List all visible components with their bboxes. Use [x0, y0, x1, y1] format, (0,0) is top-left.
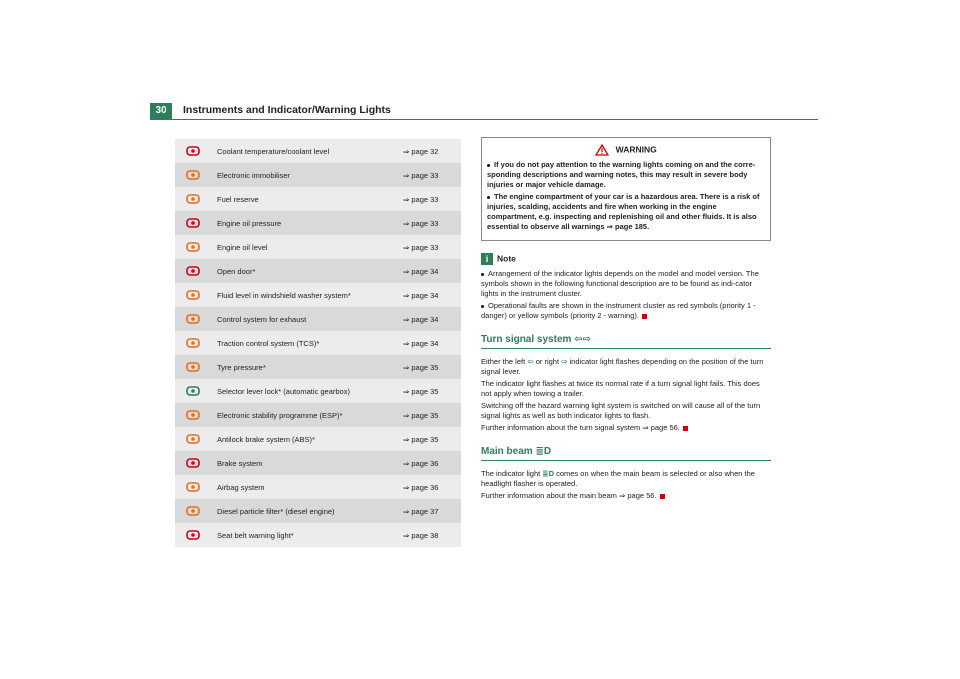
oil-pressure-icon	[184, 217, 202, 229]
abs-icon	[184, 433, 202, 445]
icon-cell	[175, 451, 211, 475]
table-row	[175, 211, 461, 235]
icon-cell	[175, 139, 211, 163]
row-label: Brake system	[211, 451, 397, 475]
warning-title: WARNING	[615, 144, 657, 155]
turn-signal-icon: ⇦⇨	[574, 334, 591, 345]
row-page-ref: ⇒ page 34	[397, 259, 461, 283]
seat-belt-icon	[184, 529, 202, 541]
traction-control-icon	[184, 337, 202, 349]
page-header	[150, 103, 818, 121]
icon-cell	[175, 379, 211, 403]
table-row	[175, 427, 461, 451]
note-item: Operational faults are shown in the instrument cluster as red symbols (priority 1 - danger) or yellow symbols (priority 2 - warning).	[481, 301, 756, 320]
main-beam-paragraph: Further information about the main beam ⇒ page 56.	[481, 491, 771, 501]
table-row	[175, 331, 461, 355]
table-row	[175, 163, 461, 187]
row-page-ref: ⇒ page 35	[397, 427, 461, 451]
row-label: Tyre pressure*	[211, 355, 397, 379]
main-beam-heading: Main beam ≣D	[481, 447, 771, 461]
row-label: Selector lever lock* (automatic gearbox)	[211, 379, 397, 403]
row-page-ref: ⇒ page 38	[397, 523, 461, 547]
row-label: Traction control system (TCS)*	[211, 331, 397, 355]
table-row	[175, 355, 461, 379]
info-icon: i	[481, 253, 493, 265]
table-row	[175, 523, 461, 547]
table-row	[175, 499, 461, 523]
icon-cell	[175, 187, 211, 211]
table-row	[175, 451, 461, 475]
icon-cell	[175, 403, 211, 427]
table-row	[175, 259, 461, 283]
fuel-reserve-icon	[184, 193, 202, 205]
icon-cell	[175, 427, 211, 451]
turn-signal-paragraph: Either the left ⇦ or right ⇨ indicator light flashes depending on the position of the turn signal lever.	[481, 357, 764, 376]
row-page-ref: ⇒ page 35	[397, 403, 461, 427]
icon-cell	[175, 355, 211, 379]
row-label: Engine oil pressure	[211, 211, 397, 235]
diesel-filter-icon	[184, 505, 202, 517]
brake-system-icon	[184, 457, 202, 469]
turn-signal-paragraph: Switching off the hazard warning light system is switched on will cause all of the turn signal lights as well as both indicator lights to flash.	[481, 401, 761, 420]
bullet-icon	[487, 196, 490, 199]
row-page-ref: ⇒ page 33	[397, 187, 461, 211]
warning-box	[481, 137, 771, 241]
left-arrow-icon: ⇦	[527, 357, 534, 366]
main-beam-paragraph: The indicator light ≣D comes on when the main beam is selected or also when the headlight flasher is operated.	[481, 469, 755, 488]
warning-item: If you do not pay attention to the warning lights coming on and the corre-sponding descriptions and warning notes, this may result in severe body injuries or major vehicle damage.	[487, 160, 756, 189]
row-label: Airbag system	[211, 475, 397, 499]
warning-item: The engine compartment of your car is a hazardous area. There is a risk of injuries, scalding, accidents and fire when working in the engine compartment, e.g. inspecting and replenishing oil and other fluids. It is also essential to observe all warnings ⇒ page 185.	[487, 192, 760, 231]
row-page-ref: ⇒ page 33	[397, 163, 461, 187]
row-page-ref: ⇒ page 34	[397, 283, 461, 307]
table-row	[175, 187, 461, 211]
warning-lights-table	[175, 139, 461, 547]
table-row	[175, 307, 461, 331]
row-page-ref: ⇒ page 35	[397, 379, 461, 403]
row-label: Fluid level in windshield washer system*	[211, 283, 397, 307]
icon-cell	[175, 211, 211, 235]
end-marker-icon	[642, 314, 647, 319]
tyre-pressure-icon	[184, 361, 202, 373]
turn-signal-paragraph: The indicator light flashes at twice its normal rate if a turn signal light fails. This does not apply when towing a trailer.	[481, 379, 760, 398]
row-label: Coolant temperature/coolant level	[211, 139, 397, 163]
icon-cell	[175, 475, 211, 499]
bullet-icon	[481, 273, 484, 276]
table-row	[175, 379, 461, 403]
row-label: Diesel particle filter* (diesel engine)	[211, 499, 397, 523]
oil-level-icon	[184, 241, 202, 253]
right-column	[481, 137, 771, 503]
row-page-ref: ⇒ page 36	[397, 451, 461, 475]
bullet-icon	[487, 164, 490, 167]
warning-triangle-icon	[595, 144, 609, 156]
open-door-icon	[184, 265, 202, 277]
airbag-icon	[184, 481, 202, 493]
row-page-ref: ⇒ page 33	[397, 235, 461, 259]
immobiliser-icon	[184, 169, 202, 181]
row-page-ref: ⇒ page 36	[397, 475, 461, 499]
icon-cell	[175, 331, 211, 355]
main-beam-icon: ≣D	[535, 446, 552, 457]
turn-signal-paragraph: Further information about the turn signal system ⇒ page 56.	[481, 423, 771, 433]
table-row	[175, 403, 461, 427]
icon-cell	[175, 307, 211, 331]
icon-cell	[175, 163, 211, 187]
note-item: Arrangement of the indicator lights depends on the model and model version. The symbols shown in the following functional description are to be found as indi-cator lights in the instrument cluster.	[481, 269, 759, 298]
row-label: Electronic stability programme (ESP)*	[211, 403, 397, 427]
coolant-temperature-icon	[184, 145, 202, 157]
washer-fluid-icon	[184, 289, 202, 301]
row-page-ref: ⇒ page 35	[397, 355, 461, 379]
page-number: 30	[150, 103, 172, 119]
table-row	[175, 283, 461, 307]
selector-lever-icon	[184, 385, 202, 397]
note-title: Note	[497, 253, 516, 264]
row-page-ref: ⇒ page 33	[397, 211, 461, 235]
icon-cell	[175, 523, 211, 547]
row-page-ref: ⇒ page 37	[397, 499, 461, 523]
icon-cell	[175, 499, 211, 523]
end-marker-icon	[683, 426, 688, 431]
esp-icon	[184, 409, 202, 421]
row-page-ref: ⇒ page 34	[397, 307, 461, 331]
main-beam-icon: ≣D	[542, 469, 554, 478]
table-row	[175, 235, 461, 259]
row-label: Engine oil level	[211, 235, 397, 259]
row-label: Fuel reserve	[211, 187, 397, 211]
row-page-ref: ⇒ page 32	[397, 139, 461, 163]
row-label: Antilock brake system (ABS)*	[211, 427, 397, 451]
table-row	[175, 475, 461, 499]
header-rule	[150, 119, 818, 120]
exhaust-control-icon	[184, 313, 202, 325]
row-page-ref: ⇒ page 34	[397, 331, 461, 355]
warning-heading	[487, 144, 765, 156]
row-label: Open door*	[211, 259, 397, 283]
row-label: Seat belt warning light*	[211, 523, 397, 547]
table-row	[175, 139, 461, 163]
turn-signal-heading: Turn signal system ⇦⇨	[481, 335, 771, 349]
icon-cell	[175, 283, 211, 307]
end-marker-icon	[660, 494, 665, 499]
right-arrow-icon: ⇨	[561, 357, 568, 366]
row-label: Control system for exhaust	[211, 307, 397, 331]
icon-cell	[175, 259, 211, 283]
bullet-icon	[481, 305, 484, 308]
icon-cell	[175, 235, 211, 259]
page-title: Instruments and Indicator/Warning Lights	[183, 104, 391, 116]
note-heading	[481, 253, 771, 265]
row-label: Electronic immobiliser	[211, 163, 397, 187]
